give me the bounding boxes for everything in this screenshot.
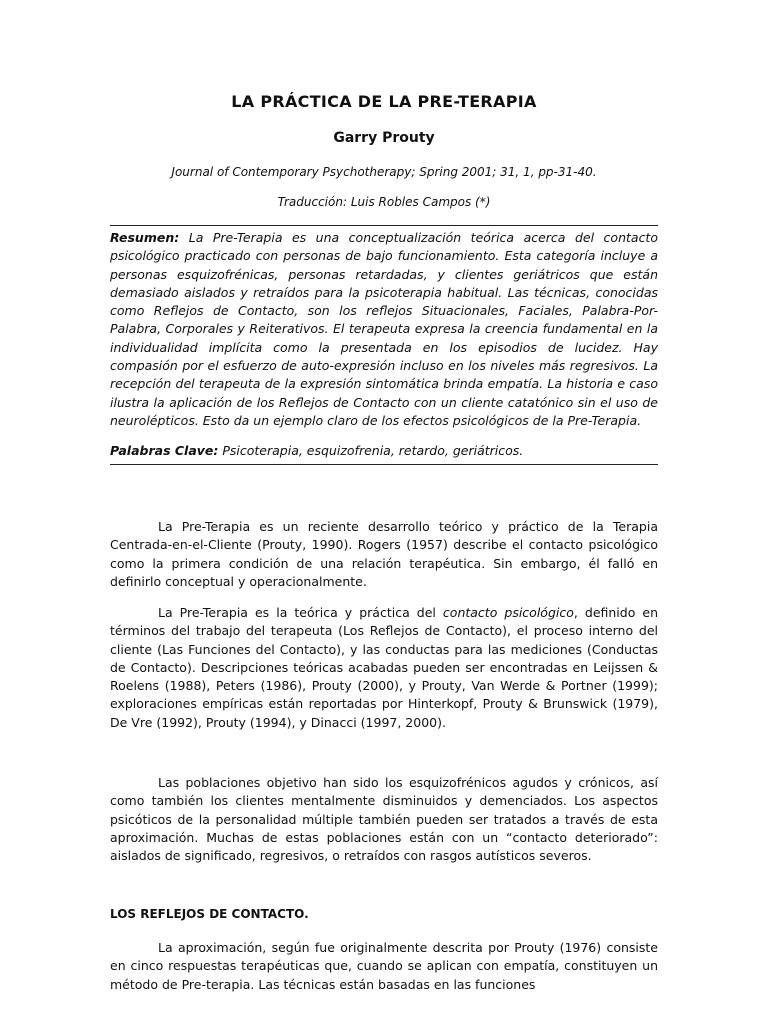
author-name: Garry Prouty [333, 130, 435, 146]
keywords-line [110, 442, 658, 460]
abstract-text: La Pre-Terapia es una conceptualización teórica acerca del contacto psicológico practicado con personas de bajo funcionamiento. Esta categoría incluye a personas esquizofrénicas, personas retardadas, y clientes geriátricos que están demasiado aislados y retraídos para la psicoterapia habitual. Las técnicas, conocidas como Reflejos de Contacto, son los reflejos Situacionales, Faciales, Palabra-Por-Palabra, Corporales y Reiterativos. El terapeuta expresa la creencia fundamental en la individualidad implícita como la presentada en los episodios de lucidez. Hay compasión por el esfuerzo de auto-expresión incluso en los niveles más regresivos. La recepción del terapeuta de la expresión sintomática brinda empatía. La historia e caso ilustra la aplicación de los Reflejos de Contacto con un cliente catatónico sin el uso de neurolépticos. Esto da un ejemplo claro de los efectos psicológicos de la Pre-Terapia. [110, 230, 658, 428]
paragraph-2-end: , definido en términos del trabajo del terapeuta (Los Reflejos de Contacto), el proceso interno del cliente (Las Funciones del Contacto), y las conductas para las mediciones (Conductas de Contacto). Descripciones teóricas acabadas pueden ser encontradas en Leijssen & Roelens (1988), Peters (1986), Prouty (2000), y Prouty, Van Werde & Portner (1999); exploraciones empíricas están reportadas por Hinterkopf, Prouty & Brunswick (1979), De Vre (1992), Prouty (1994), y Dinacci (1997, 2000). [110, 605, 659, 730]
translation-credit: Traducción: Luis Robles Campos (*) [277, 195, 491, 209]
section-heading: LOS REFLEJOS DE CONTACTO. [110, 907, 309, 921]
paragraph-2-emphasis: contacto psicológico [442, 605, 574, 620]
paragraph-4: La aproximación, según fue originalmente descrita por Prouty (1976) consiste en cinco respuestas terapéuticas que, cuando se aplican con empatía, constituyen un método de Pre-terapia. Las técnicas están basadas en las funciones [110, 940, 658, 992]
abstract-box [110, 225, 658, 465]
paragraph-2 [110, 604, 658, 732]
paragraph-3: Las poblaciones objetivo han sido los esquizofrénicos agudos y crónicos, así como también los clientes mentalmente disminuidos y demenciados. Los aspectos psicóticos de la personalidad múltiple también pueden ser tratados a través de esta aproximación. Muchas de estas poblaciones están con un “contacto deteriorado”: aislados de significado, regresivos, o retraídos con rasgos autísticos severos. [110, 775, 658, 864]
paragraph-2-start: La Pre-Terapia es la teórica y práctica del [158, 605, 443, 620]
abstract-label: Resumen: [110, 230, 180, 245]
document-title: LA PRÁCTICA DE LA PRE-TERAPIA [231, 92, 537, 111]
journal-citation: Journal of Contemporary Psychotherapy; Spring 2001; 31, 1, pp-31-40. [171, 165, 597, 179]
abstract-paragraph [110, 229, 658, 430]
paragraph-1: La Pre-Terapia es un reciente desarrollo teórico y práctico de la Terapia Centrada-en-el-Cliente (Prouty, 1990). Rogers (1957) describe el contacto psicológico como la primera condición de una relación terapéutica. Sin embargo, él falló en definirlo conceptual y operacionalmente. [110, 519, 658, 589]
keywords-text: Psicoterapia, esquizofrenia, retardo, geriátricos. [218, 443, 524, 459]
keywords-label: Palabras Clave: [110, 443, 219, 459]
